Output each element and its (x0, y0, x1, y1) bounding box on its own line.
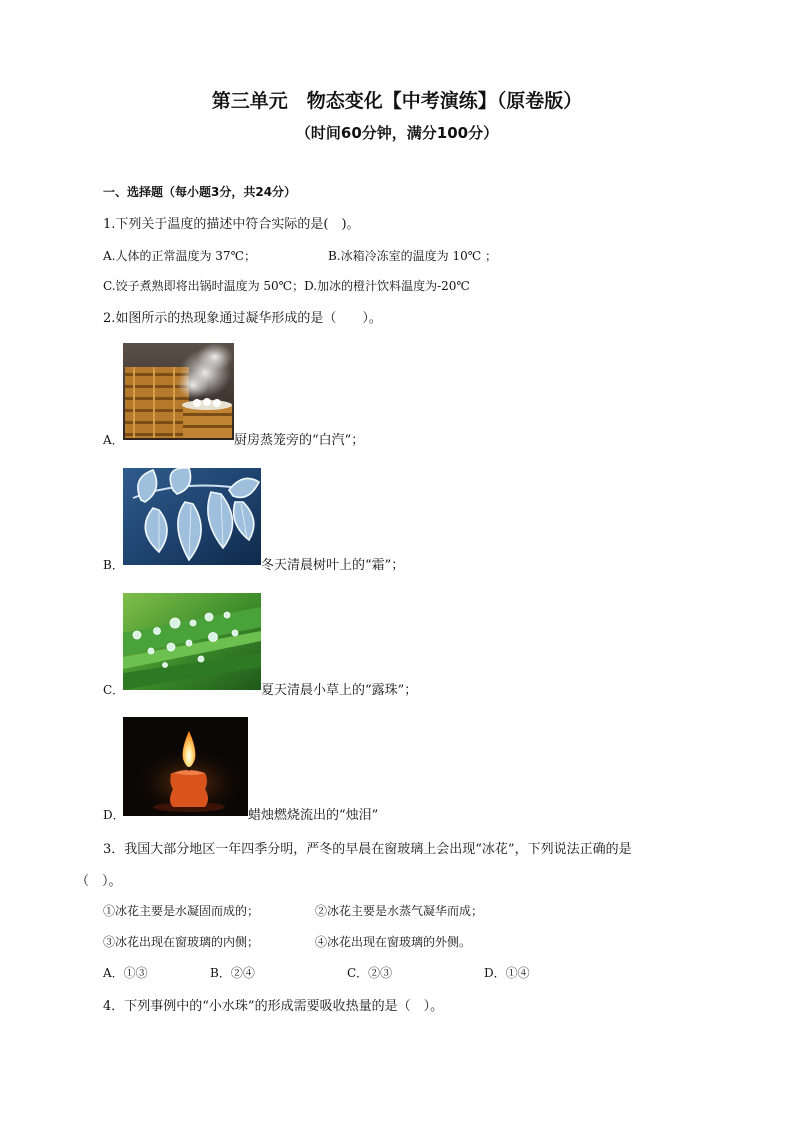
question-3-option-d: D．①④ (484, 966, 530, 980)
question-2-option-a-letter: A． (103, 433, 124, 447)
candle-photo (123, 717, 248, 816)
frost-leaves-photo (123, 468, 261, 565)
question-1-option-b: B.冰箱冷冻室的温度为 10℃ ； (328, 249, 497, 263)
question-3-stem-line1: 3．我国大部分地区一年四季分明，严冬的早晨在窗玻璃上会出现“冰花”，下列说法正确的是 (103, 842, 632, 857)
question-4-stem: 4．下列事例中的“小水珠”的形成需要吸收热量的是（ ）。 (103, 999, 444, 1014)
question-3-option-b: B．②④ (210, 966, 255, 980)
question-3-option-a: A．①③ (103, 966, 148, 980)
question-2-option-b-text: 冬天清晨树叶上的“霜”； (261, 558, 405, 573)
question-3-statement-2: ②冰花主要是水蒸气凝华而成； (315, 904, 484, 918)
dew-grass-photo (123, 593, 261, 690)
question-3-statement-4: ④冰花出现在窗玻璃的外侧。 (315, 935, 472, 949)
question-3-statement-3: ③冰花出现在窗玻璃的内侧； (103, 935, 260, 949)
question-3-stem-line2: （ ）。 (76, 874, 122, 889)
question-2-option-b-letter: B． (103, 558, 124, 572)
question-2-option-a-text: 厨房蒸笼旁的“白汽”； (234, 433, 365, 448)
question-2-option-c-text: 夏天清晨小草上的“露珠”； (261, 683, 418, 698)
question-3-option-c: C．②③ (347, 966, 393, 980)
question-1-option-a: A.人体的正常温度为 37℃； (103, 249, 256, 263)
section-heading: 一、选择题（每小题3分，共24分） (103, 185, 297, 199)
page-title: 第三单元 物态变化【中考演练】（原卷版） (211, 90, 583, 112)
question-2-option-d-letter: D． (103, 808, 125, 822)
question-2-option-d-text: 蜡烛燃烧流出的“烛泪” (248, 808, 379, 823)
page-subtitle: （时间60分钟，满分100分） (295, 124, 499, 142)
question-2-option-c-letter: C． (103, 683, 125, 697)
steamer-photo (123, 343, 234, 440)
question-3-statement-1: ①冰花主要是水凝固而成的； (103, 904, 260, 918)
question-1-option-cd: C.饺子煮熟即将出锅时温度为 50℃；D.加冰的橙汁饮料温度为-20℃ (103, 279, 470, 293)
question-2-stem: 2.如图所示的热现象通过凝华形成的是（ ）。 (103, 311, 382, 326)
question-1-stem: 1.下列关于温度的描述中符合实际的是( )。 (103, 217, 360, 232)
